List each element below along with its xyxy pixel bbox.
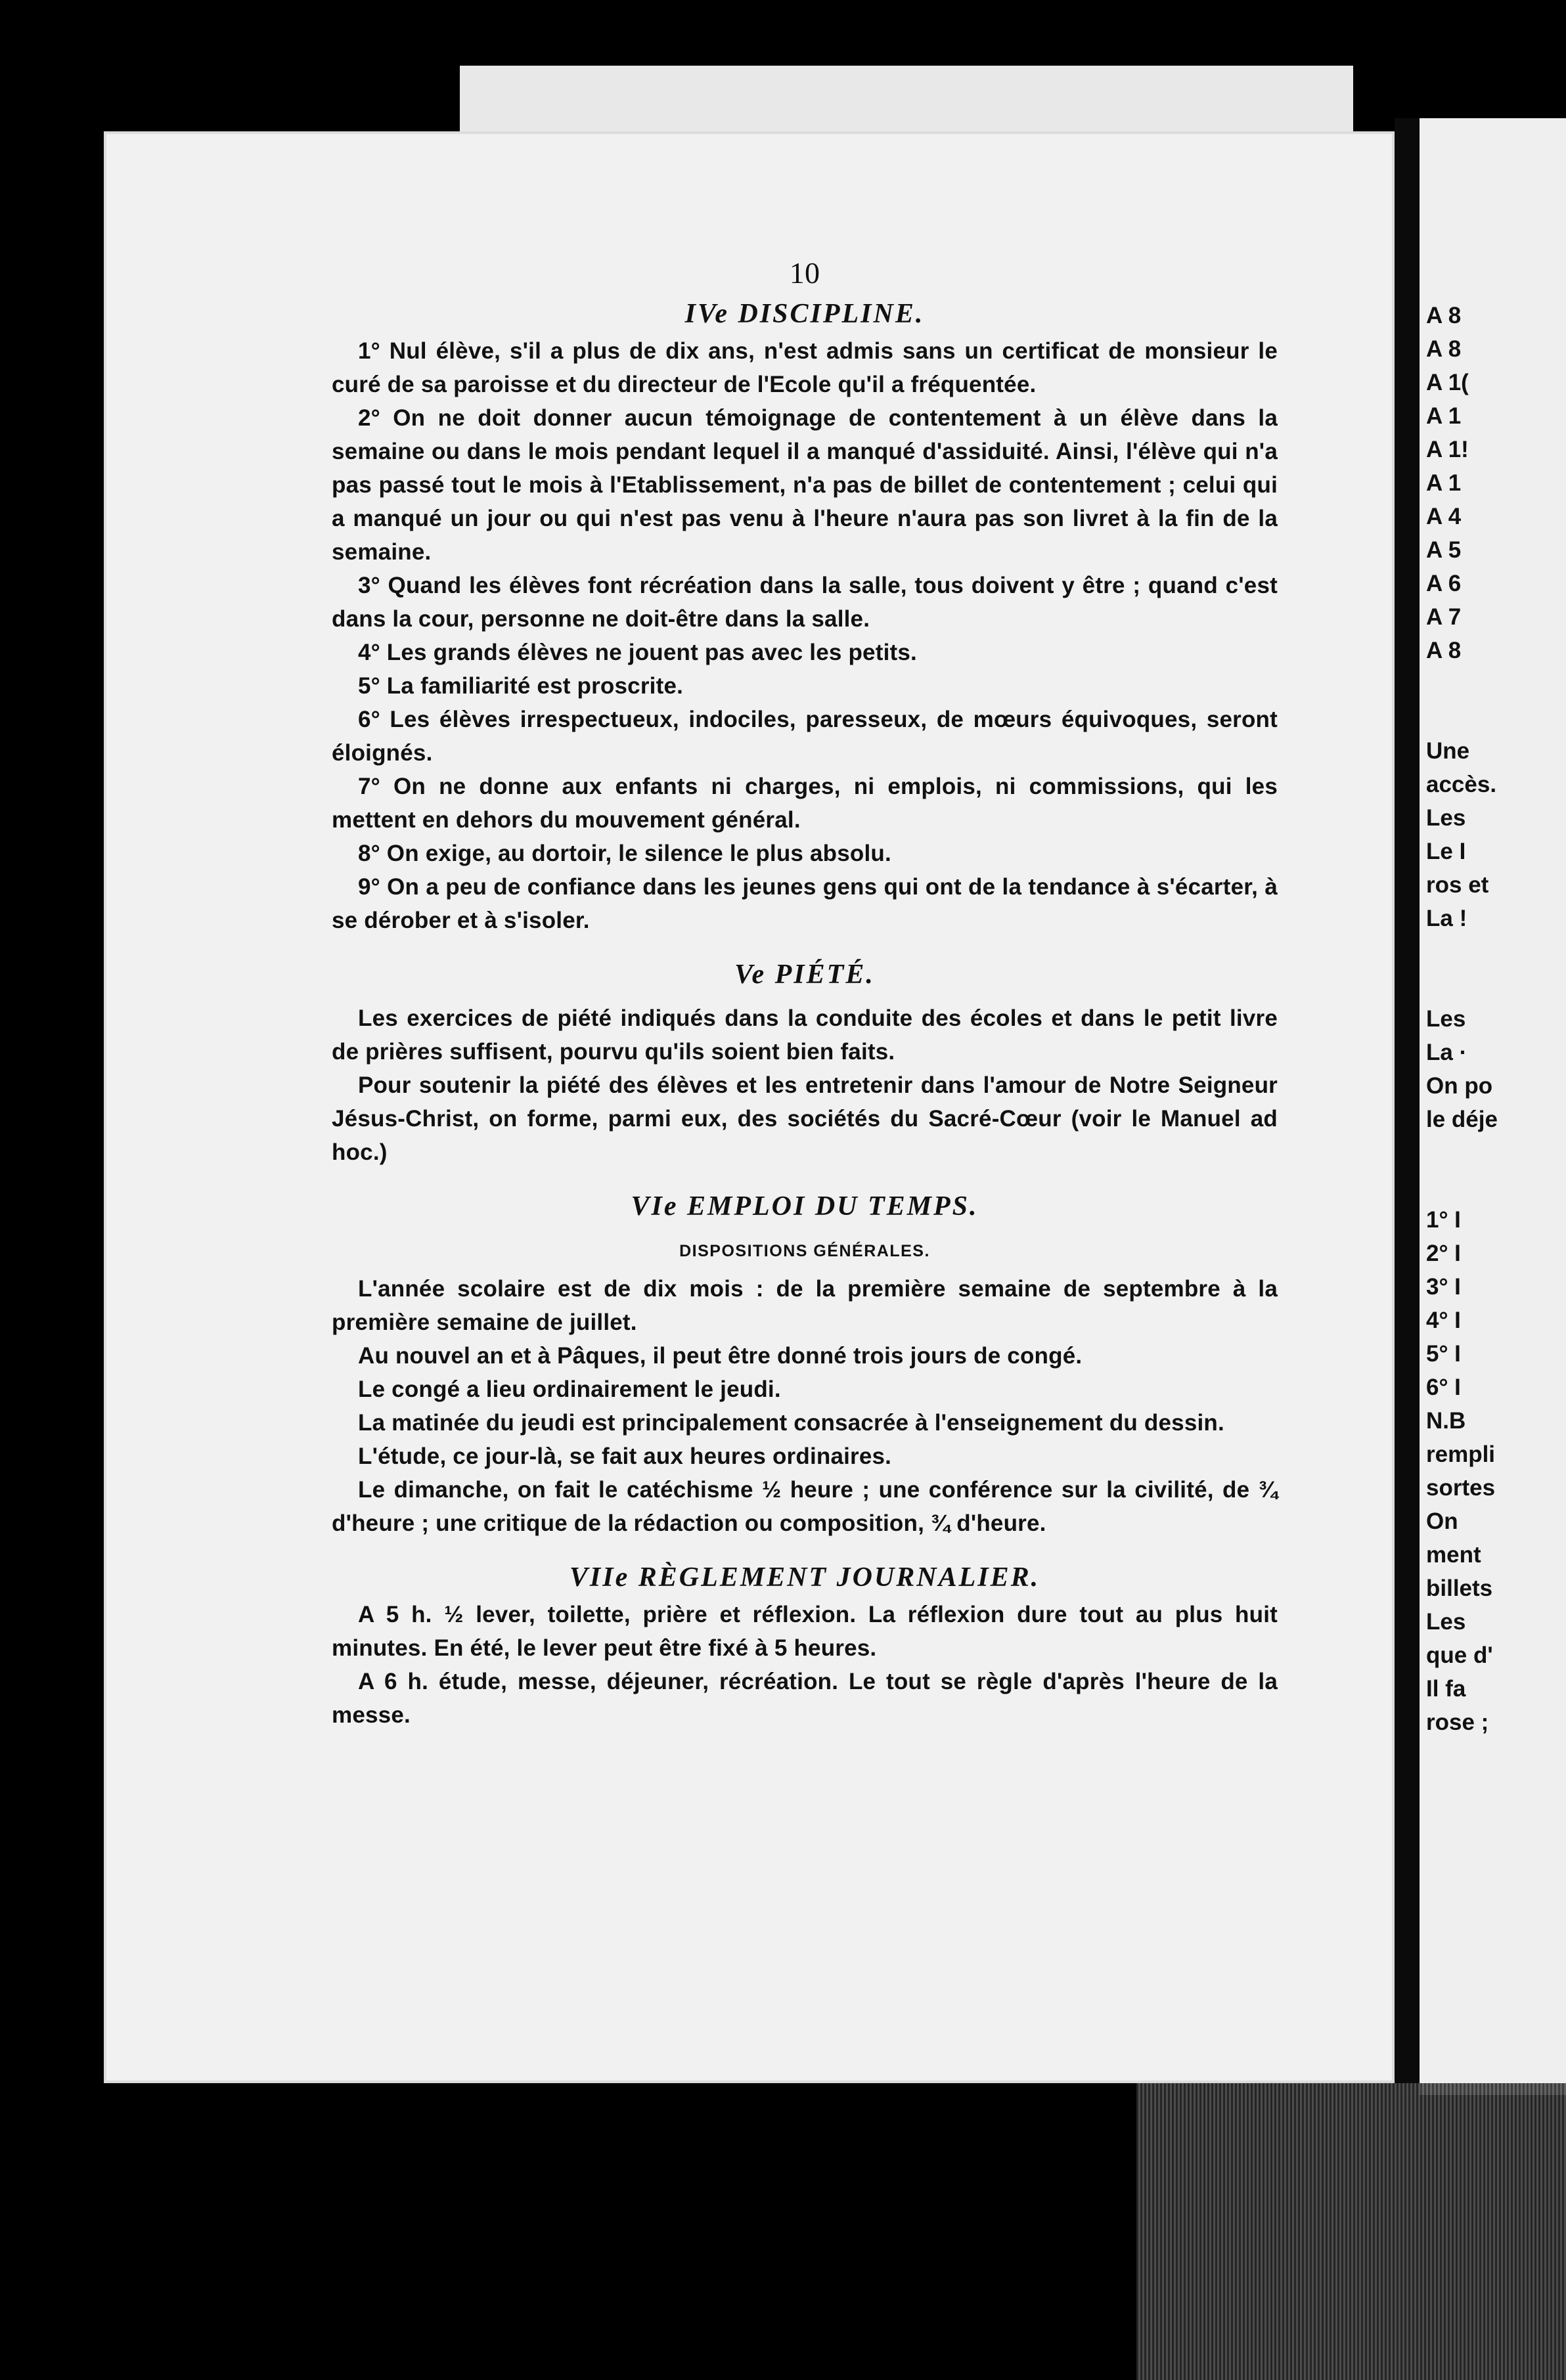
reglement-paragraph: A 6 h. étude, messe, déjeuner, récréation. Le tout se règle d'après l'heure de la messe. bbox=[332, 1669, 1278, 1728]
facing-line: A 8 bbox=[1426, 303, 1462, 328]
emploi-subheading: DISPOSITIONS GÉNÉRALES. bbox=[679, 1242, 930, 1260]
facing-line: rempli bbox=[1426, 1442, 1496, 1467]
facing-line: Une bbox=[1426, 738, 1470, 764]
facing-line: Il fa bbox=[1426, 1676, 1466, 1702]
facing-line: le déje bbox=[1426, 1107, 1498, 1132]
facing-line: A 1 bbox=[1426, 403, 1462, 429]
facing-line: A 1( bbox=[1426, 370, 1469, 395]
facing-line: A 6 bbox=[1426, 571, 1462, 596]
facing-line: ment bbox=[1426, 1542, 1481, 1568]
piete-paragraph: Les exercices de piété indiqués dans la conduite des écoles et dans le petit livre de prières suffisent, pourvu qu'ils soient bien faits. bbox=[332, 1005, 1278, 1065]
page-content bbox=[332, 256, 1278, 1732]
emploi-paragraph: L'année scolaire est de dix mois : de la première semaine de septembre à la première semaine de juillet. bbox=[332, 1276, 1278, 1335]
facing-line: Les bbox=[1426, 1006, 1466, 1032]
facing-line: Le I bbox=[1426, 839, 1466, 864]
facing-line bbox=[1426, 969, 1498, 1002]
facing-line: que d' bbox=[1426, 1642, 1493, 1668]
discipline-item: 2° On ne doit donner aucun témoignage de contentement à un élève dans la semaine ou dans le mois pendant lequel il a manqué d'assiduité. Ainsi, l'élève qui n'a pas passé tout le mois à l'Etablissement, n'a pas de billet de contentement ; celui qui a manqué un jour ou qui n'est pas venu à l'heure n'aura pas son livret à la fin de la semaine. bbox=[332, 405, 1278, 565]
facing-page-text bbox=[1426, 299, 1498, 1739]
discipline-heading: IVe DISCIPLINE. bbox=[684, 299, 925, 329]
facing-line: accès. bbox=[1426, 772, 1497, 797]
facing-line: 1° I bbox=[1426, 1207, 1461, 1233]
facing-line bbox=[1426, 667, 1498, 701]
facing-line: 4° I bbox=[1426, 1308, 1461, 1333]
facing-line: rose ; bbox=[1426, 1709, 1489, 1735]
emploi-paragraph: La matinée du jeudi est principalement consacrée à l'enseignement du dessin. bbox=[358, 1410, 1224, 1436]
facing-line: On bbox=[1426, 1509, 1458, 1534]
facing-line: Les bbox=[1426, 805, 1466, 831]
top-paper-strip bbox=[460, 66, 1353, 138]
discipline-item: 3° Quand les élèves font récréation dans la salle, tous doivent y être ; quand c'est dans la cour, personne ne doit-être dans la salle. bbox=[332, 573, 1278, 632]
discipline-item: 9° On a peu de confiance dans les jeunes gens qui ont de la tendance à s'écarter, à se dérober et à s'isoler. bbox=[332, 874, 1278, 933]
facing-line: A 1 bbox=[1426, 470, 1462, 496]
discipline-item: 5° La familiarité est proscrite. bbox=[358, 673, 684, 699]
piete-heading: Ve PIÉTÉ. bbox=[734, 959, 875, 990]
emploi-paragraph: Au nouvel an et à Pâques, il peut être donné trois jours de congé. bbox=[358, 1343, 1083, 1369]
facing-line bbox=[1426, 701, 1498, 734]
facing-line: 2° I bbox=[1426, 1241, 1461, 1266]
discipline-item: 4° Les grands élèves ne jouent pas avec les petits. bbox=[358, 640, 917, 665]
facing-line: A 8 bbox=[1426, 638, 1462, 663]
facing-line: A 8 bbox=[1426, 336, 1462, 362]
facing-line: N.B bbox=[1426, 1408, 1466, 1434]
facing-line bbox=[1426, 1136, 1498, 1170]
facing-line: A 4 bbox=[1426, 504, 1462, 529]
facing-line: A 5 bbox=[1426, 537, 1462, 563]
reglement-heading: VIIe RÈGLEMENT JOURNALIER. bbox=[569, 1562, 1040, 1593]
facing-line bbox=[1426, 935, 1498, 969]
reglement-paragraph: A 5 h. ½ lever, toilette, prière et réflexion. La réflexion dure tout au plus huit minutes. En été, le lever peut être fixé à 5 heures. bbox=[332, 1602, 1278, 1661]
facing-line bbox=[1426, 1170, 1498, 1203]
emploi-paragraph: Le congé a lieu ordinairement le jeudi. bbox=[358, 1377, 781, 1402]
discipline-item: 8° On exige, au dortoir, le silence le plus absolu. bbox=[358, 841, 891, 866]
facing-line: A 7 bbox=[1426, 604, 1462, 630]
facing-line: sortes bbox=[1426, 1475, 1496, 1501]
facing-line: 5° I bbox=[1426, 1341, 1461, 1367]
piete-paragraph: Pour soutenir la piété des élèves et les entretenir dans l'amour de Notre Seigneur Jésus-Christ, on forme, parmi eux, des sociétés du Sacré-Cœur (voir le Manuel ad hoc.) bbox=[332, 1072, 1278, 1165]
emploi-paragraph: L'étude, ce jour-là, se fait aux heures ordinaires. bbox=[358, 1443, 892, 1469]
facing-line: La · bbox=[1426, 1040, 1467, 1065]
facing-line: La ! bbox=[1426, 906, 1467, 931]
discipline-list bbox=[332, 334, 1278, 937]
facing-line: billets bbox=[1426, 1576, 1493, 1601]
emploi-heading: VIe EMPLOI DU TEMPS. bbox=[631, 1191, 979, 1222]
facing-line: ros et bbox=[1426, 872, 1489, 898]
discipline-item: 1° Nul élève, s'il a plus de dix ans, n'est admis sans un certificat de monsieur le curé de sa paroisse et du directeur de l'Ecole qu'il a fréquentée. bbox=[332, 338, 1278, 397]
page-number: 10 bbox=[789, 256, 820, 290]
discipline-item: 6° Les élèves irrespectueux, indociles, paresseux, de mœurs équivoques, seront éloignés. bbox=[332, 707, 1278, 766]
emploi-paragraph: Le dimanche, on fait le catéchisme ½ heure ; une conférence sur la civilité, de ¾ d'heure ; une critique de la rédaction ou composition, ¾ d'heure. bbox=[332, 1477, 1278, 1536]
facing-line: Les bbox=[1426, 1609, 1466, 1635]
book-gutter bbox=[1395, 118, 1420, 2095]
facing-line: 6° I bbox=[1426, 1375, 1461, 1400]
discipline-item: 7° On ne donne aux enfants ni charges, ni emplois, ni commissions, qui les mettent en dehors du mouvement général. bbox=[332, 774, 1278, 833]
facing-line: 3° I bbox=[1426, 1274, 1461, 1300]
facing-line: A 1! bbox=[1426, 437, 1469, 462]
binding-cloth bbox=[1136, 2083, 1566, 2380]
facing-line: On po bbox=[1426, 1073, 1493, 1099]
